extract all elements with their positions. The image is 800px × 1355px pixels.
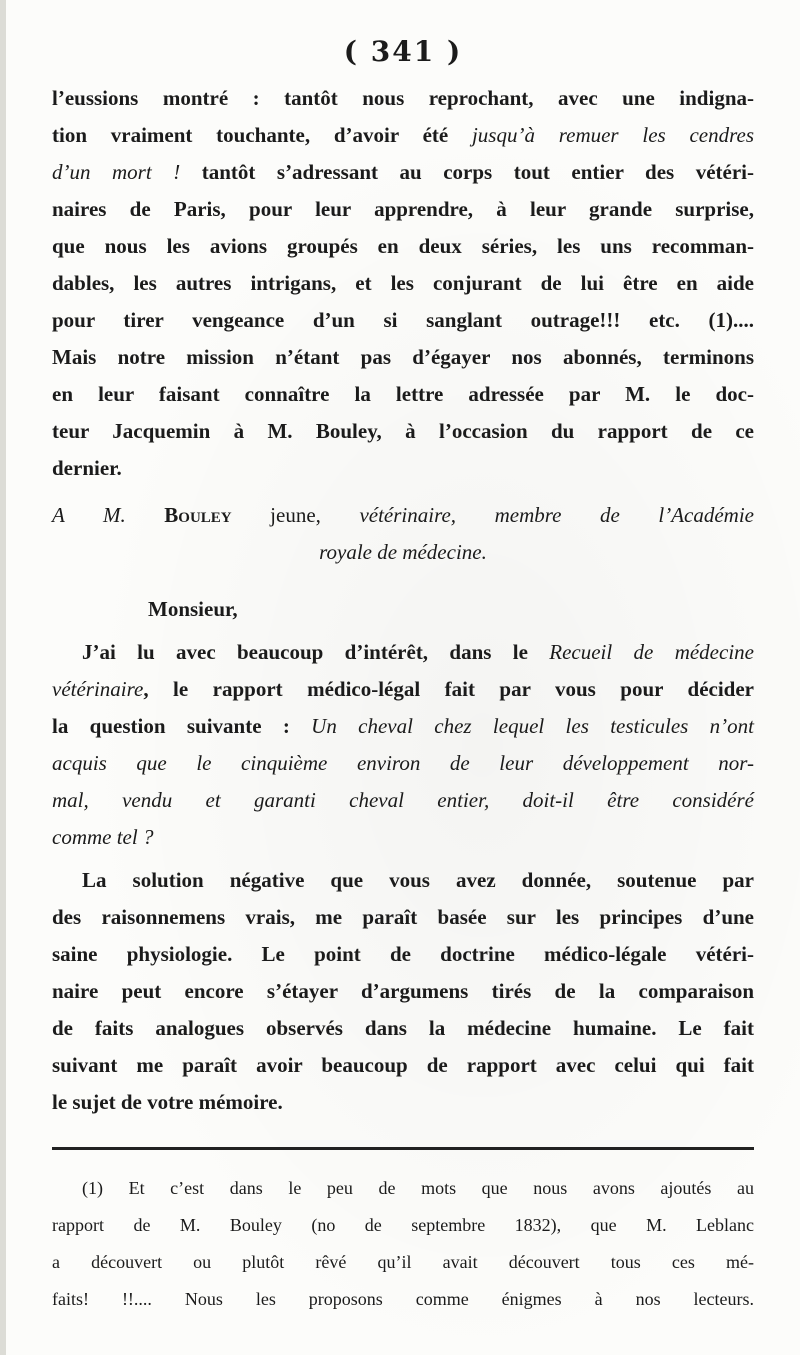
- text-line: d’un mort ! tantôt s’adressant au corps tout entier des vétéri-: [52, 160, 754, 184]
- text-line: La solution négative que vous avez donnée, soutenue par: [82, 868, 754, 892]
- text-line: tion vraiment touchante, d’avoir été jusqu’à remuer les cendres: [52, 123, 754, 147]
- text-line: comme tel ?: [52, 825, 154, 849]
- text-line: naire peut encore s’étayer d’argumens tirés de la comparaison: [52, 979, 754, 1003]
- footnote-line: faits! !!.... Nous les proposons comme énigmes à nos lecteurs.: [52, 1289, 754, 1309]
- text-line: mal, vendu et garanti cheval entier, doit-il être considéré: [52, 788, 754, 812]
- footnote-line: rapport de M. Bouley (no de septembre 1832), que M. Leblanc: [52, 1215, 754, 1235]
- page-number: ( 341 ): [343, 35, 463, 68]
- paragraph-3: [52, 862, 754, 1121]
- address-line-2: royale de médecine.: [319, 540, 487, 564]
- text-line: dernier.: [52, 456, 122, 480]
- text-line: saine physiologie. Le point de doctrine médico-légale vétéri-: [52, 942, 754, 966]
- text-line: des raisonnemens vrais, me paraît basée sur les principes d’une: [52, 905, 754, 929]
- text-line: la question suivante : Un cheval chez lequel les testicules n’ont: [52, 714, 754, 738]
- text-line: de faits analogues observés dans la médecine humaine. Le fait: [52, 1016, 754, 1040]
- text-line: pour tirer vengeance d’un si sanglant outrage!!! etc. (1)....: [52, 308, 754, 332]
- address-line-1: A M. Bouley jeune, vétérinaire, membre de l’Académie: [52, 503, 754, 527]
- footnote-divider: [52, 1147, 754, 1150]
- paragraph-1: [52, 80, 754, 487]
- text-line: suivant me paraît avoir beaucoup de rapport avec celui qui fait: [52, 1053, 754, 1077]
- text-line: naires de Paris, pour leur apprendre, à leur grande surprise,: [52, 197, 754, 221]
- text-line: Mais notre mission n’étant pas d’égayer nos abonnés, terminons: [52, 345, 754, 369]
- letter-address: [52, 497, 754, 571]
- text-line: vétérinaire, le rapport médico-légal fait par vous pour décider: [52, 677, 754, 701]
- text-line: en leur faisant connaître la lettre adressée par M. le doc-: [52, 382, 754, 406]
- paragraph-2: [52, 634, 754, 856]
- text-line: J’ai lu avec beaucoup d’intérêt, dans le Recueil de médecine: [82, 640, 754, 664]
- salutation: Monsieur,: [148, 597, 238, 621]
- text-line: que nous les avions groupés en deux séries, les uns recomman-: [52, 234, 754, 258]
- footnote-line: a découvert ou plutôt rêvé qu’il avait découvert tous ces mé-: [52, 1252, 754, 1272]
- text-line: acquis que le cinquième environ de leur développement nor-: [52, 751, 754, 775]
- text-line: teur Jacquemin à M. Bouley, à l’occasion du rapport de ce: [52, 419, 754, 443]
- footnote: [52, 1170, 754, 1318]
- text-line: le sujet de votre mémoire.: [52, 1090, 283, 1114]
- text-line: dables, les autres intrigans, et les conjurant de lui être en aide: [52, 271, 754, 295]
- text-line: l’eussions montré : tantôt nous reprochant, avec une indigna-: [52, 86, 754, 110]
- footnote-line: (1) Et c’est dans le peu de mots que nous avons ajoutés au: [82, 1178, 754, 1198]
